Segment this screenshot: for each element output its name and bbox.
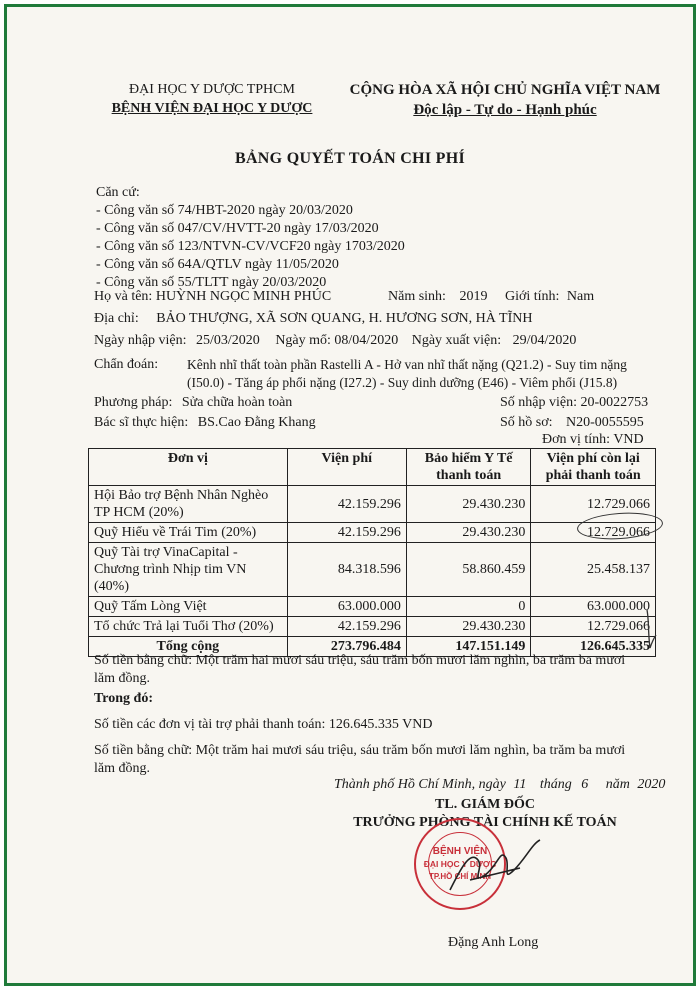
date-year: 2020 [637, 777, 666, 792]
record-no: N20-0055595 [566, 415, 644, 430]
doctor-label: Bác sĩ thực hiện: [94, 415, 189, 430]
national-header [330, 80, 680, 120]
dates-row [94, 332, 576, 350]
basis-item: - Công văn số 55/TLTT ngày 20/03/2020 [96, 275, 327, 290]
cost-table [88, 448, 656, 657]
admit-date: 25/03/2020 [196, 333, 260, 348]
column-header: Viện phí còn lại phải thanh toán [531, 449, 656, 486]
basis-item: - Công văn số 64A/QTLV ngày 11/05/2020 [96, 257, 339, 272]
cell-fee: 63.000.000 [287, 597, 406, 617]
record-no-row [500, 414, 644, 432]
cell-insurance: 29.430.230 [406, 523, 531, 543]
national-motto: Độc lập - Tự do - Hạnh phúc [413, 102, 597, 118]
column-header: Đơn vị [89, 449, 288, 486]
signer-title: TL. GIÁM ĐỐC [435, 797, 535, 812]
diagnosis-line-1: Kênh nhĩ thất toàn phần Rastelli A - Hở van nhĩ thất nặng (Q21.2) - Suy tim nặng [187, 357, 627, 372]
address-value: BẢO THƯỢNG, XÃ SƠN QUANG, H. HƯƠNG SƠN, HÀ TĨNH [156, 311, 533, 326]
diagnosis-line-2: (I50.0) - Tăng áp phổi nặng (I27.2) - Suy dinh dưỡng (E46) - Viêm phổi (J15.8) [187, 375, 618, 390]
cell-fee: 42.159.296 [287, 617, 406, 637]
total-insurance: 147.151.149 [406, 637, 531, 657]
basis-heading: Căn cứ: [96, 185, 140, 200]
document-title: BẢNG QUYẾT TOÁN CHI PHÍ [234, 150, 466, 167]
issuer-header [92, 80, 332, 118]
signer-department: TRƯỞNG PHÒNG TÀI CHÍNH KẾ TOÁN [353, 815, 617, 830]
cell-fee: 42.159.296 [287, 486, 406, 523]
sponsor-amount: Số tiền các đơn vị tài trợ phải thanh toán: 126.645.335 VND [94, 717, 433, 732]
table-row [89, 597, 656, 617]
record-no-label: Số hồ sơ: [500, 415, 553, 430]
issuer-hospital: BỆNH VIỆN ĐẠI HỌC Y DƯỢC [111, 101, 313, 116]
place-date [334, 776, 665, 794]
gender-label: Giới tính: [504, 289, 560, 304]
basis-list [96, 184, 405, 292]
patient-name: HUỲNH NGỌC MINH PHÚC [155, 289, 332, 304]
surgery-date: 08/04/2020 [334, 333, 399, 348]
cell-unit: Quỹ Hiểu về Trái Tim (20%) [89, 523, 288, 543]
amount-words-line: lăm đồng. [94, 761, 150, 776]
place-date-prefix: Thành phố Hồ Chí Minh, ngày [334, 777, 506, 792]
cell-remaining: 63.000.000 [531, 597, 656, 617]
table-header-row [89, 449, 656, 486]
issuer-parent: ĐẠI HỌC Y DƯỢC TPHCM [129, 82, 295, 97]
table-row [89, 543, 656, 597]
national-name: CỘNG HÒA XÃ HỘI CHỦ NGHĨA VIỆT NAM [349, 82, 661, 98]
cell-fee: 42.159.296 [287, 523, 406, 543]
in-which-label: Trong đó: [94, 691, 153, 706]
birth-row [388, 288, 594, 306]
basis-item: - Công văn số 123/NTVN-CV/VCF20 ngày 1703/2020 [96, 239, 405, 254]
table-row [89, 523, 656, 543]
cell-insurance: 29.430.230 [406, 617, 531, 637]
cell-unit: Quỹ Tấm Lòng Việt [89, 597, 288, 617]
birth-label: Năm sinh: [388, 289, 446, 304]
cell-remaining: 25.458.137 [531, 543, 656, 597]
name-row [94, 288, 331, 306]
unit-note: Đơn vị tính: VND [542, 432, 644, 447]
method-row [94, 394, 292, 412]
cell-unit: Quỹ Tài trợ VinaCapital - Chương trình Nhịp tim VN (40%) [89, 543, 288, 597]
cell-fee: 84.318.596 [287, 543, 406, 597]
cell-insurance: 0 [406, 597, 531, 617]
method-label: Phương pháp: [94, 395, 173, 410]
admission-no-row [500, 394, 648, 412]
stamp-line: TP.HỒ CHÍ MINH [428, 872, 492, 881]
amount-words-line: Số tiền bằng chữ: Một trăm hai mươi sáu triệu, sáu trăm bốn mươi lăm nghìn, ba trăm ba mươi [94, 743, 626, 758]
stamp-line: BỆNH VIỆN [432, 846, 488, 857]
discharge-date: 29/04/2020 [512, 333, 577, 348]
cell-remaining: 12.729.066 [531, 523, 656, 543]
diagnosis-label: Chẩn đoán: [94, 357, 159, 372]
address-row [94, 310, 532, 328]
gender-value: Nam [566, 289, 595, 304]
column-header: Bảo hiểm Y Tế thanh toán [406, 449, 531, 486]
signer-name: Đặng Anh Long [448, 935, 539, 950]
doctor-name: BS.Cao Đằng Khang [197, 415, 316, 430]
method-value: Sửa chữa hoàn toàn [181, 395, 293, 410]
cell-remaining: 12.729.066 [531, 486, 656, 523]
date-day: 11 [513, 777, 527, 792]
doctor-row [94, 414, 316, 432]
table-row [89, 617, 656, 637]
admission-no-label: Số nhập viện: [500, 395, 577, 410]
birth-year: 2019 [459, 289, 488, 304]
handwritten-signature [440, 830, 550, 900]
amount-in-words-2 [94, 742, 625, 778]
total-fee: 273.796.484 [287, 637, 406, 657]
amount-in-words-1 [94, 652, 625, 688]
surgery-label: Ngày mổ: [275, 333, 331, 348]
amount-words-line: Số tiền bằng chữ: Một trăm hai mươi sáu triệu, sáu trăm bốn mươi lăm nghìn, ba trăm ba mươi [94, 653, 626, 668]
basis-item: - Công văn số 74/HBT-2020 ngày 20/03/2020 [96, 203, 353, 218]
cell-unit: Hội Bảo trợ Bệnh Nhân Nghèo TP HCM (20%) [89, 486, 288, 523]
date-month-label: tháng [539, 777, 572, 792]
handwritten-tick-mark [644, 608, 658, 652]
column-header: Viện phí [287, 449, 406, 486]
basis-item: - Công văn số 047/CV/HVTT-20 ngày 17/03/2020 [96, 221, 379, 236]
discharge-label: Ngày xuất viện: [411, 333, 502, 348]
date-month: 6 [581, 777, 589, 792]
date-year-label: năm [605, 777, 630, 792]
total-label: Tổng cộng [89, 637, 288, 657]
name-label: Họ và tên: [94, 289, 153, 304]
stamp-line: ĐẠI HỌC Y DƯỢC [423, 859, 497, 869]
table-row [89, 486, 656, 523]
cell-insurance: 29.430.230 [406, 486, 531, 523]
admit-label: Ngày nhập viện: [94, 333, 187, 348]
amount-words-line: lăm đồng. [94, 671, 150, 686]
cell-remaining: 12.729.066 [531, 617, 656, 637]
admission-no: 20-0022753 [580, 395, 649, 410]
total-remaining: 126.645.335 [531, 637, 656, 657]
cell-insurance: 58.860.459 [406, 543, 531, 597]
cell-unit: Tổ chức Trả lại Tuổi Thơ (20%) [89, 617, 288, 637]
address-label: Địa chỉ: [94, 311, 139, 326]
